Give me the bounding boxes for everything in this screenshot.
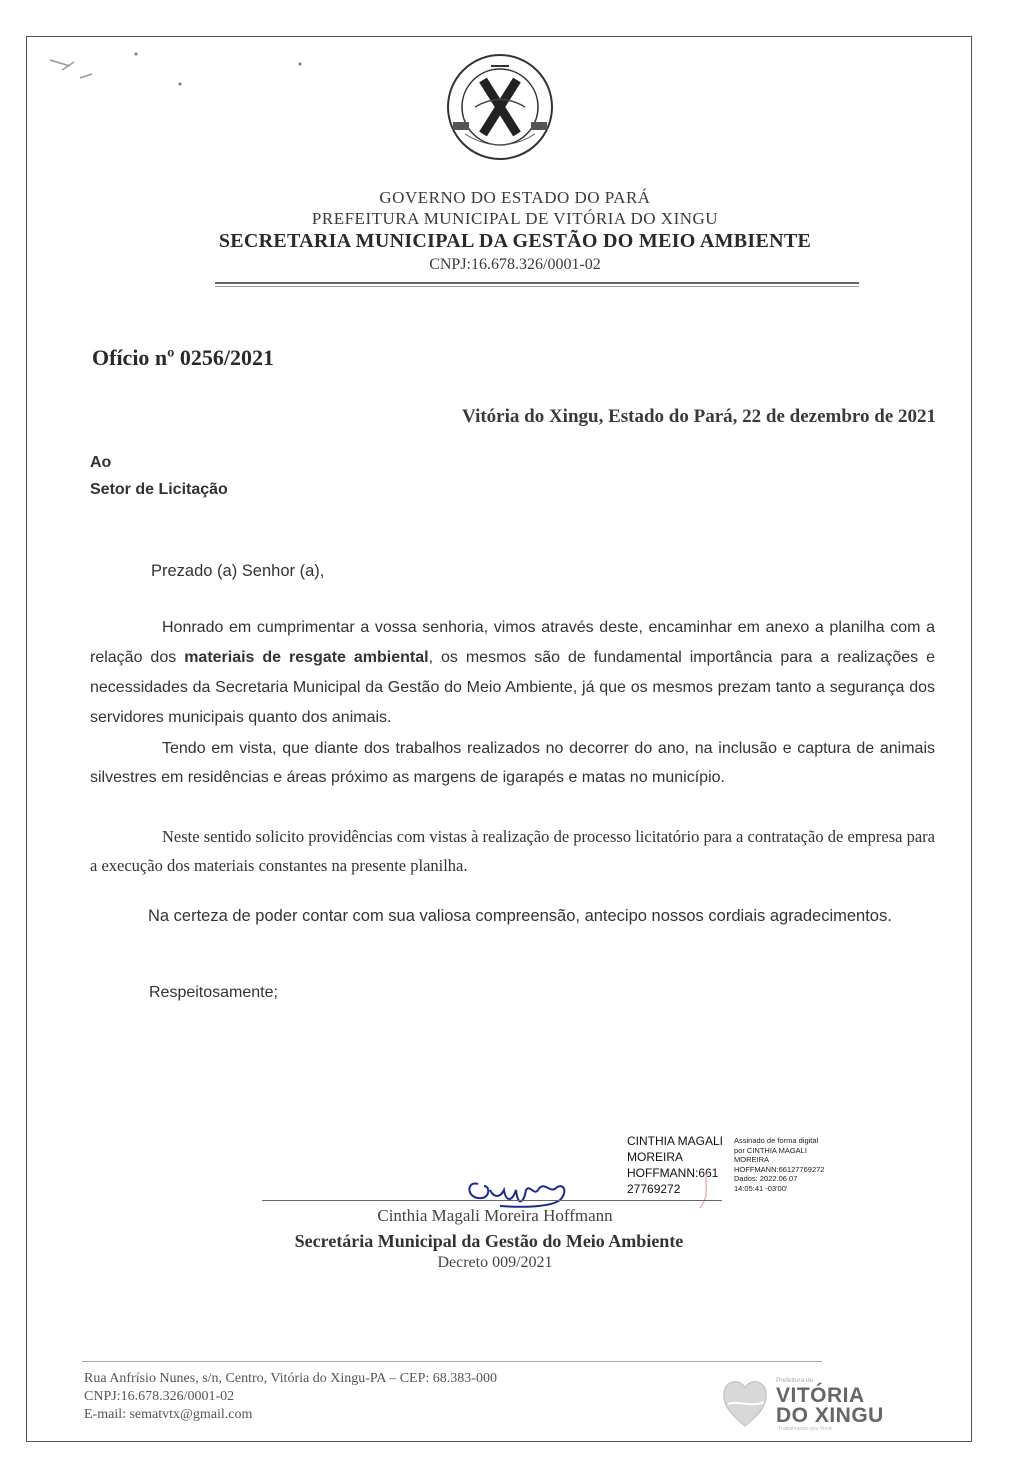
municipal-crest-emblem <box>445 52 555 162</box>
header-divider <box>215 282 859 284</box>
footer-email: E-mail: sematvtx@gmail.com <box>84 1407 253 1422</box>
logo-wordmark <box>776 1386 884 1426</box>
digital-signature-signer-line: MOREIRA <box>627 1150 684 1164</box>
digital-signature-signer-line: HOFFMANN:661 <box>627 1166 719 1180</box>
paragraph-3: Neste sentido solicito providências com vistas à realização de processo licitatório para a contratação de empresa para a execução dos materiais constantes na presente planilha. <box>90 827 935 875</box>
government-name: GOVERNO DO ESTADO DO PARÁ <box>379 188 651 207</box>
footer-divider <box>82 1361 822 1362</box>
header-cnpj: CNPJ:16.678.326/0001-02 <box>429 256 601 273</box>
paragraph-1-end: , os mesmos são de fundamental importância para a realizações e necessidades da Secretaria Municipal da Gestão do Meio Ambiente, já que os mesmos prezam tanto a segurança dos servidores municipais quanto dos animais. <box>90 649 936 726</box>
digital-signature-detail-line: por CINTHIA MAGALI <box>734 1145 807 1155</box>
scan-specks <box>40 40 340 120</box>
paragraph-1-start: Honrado em cumprimentar a vossa senhoria, vimos através deste, encaminhar em anexo a planilha com a relação dos <box>90 619 935 666</box>
closing: Respeitosamente; <box>149 984 278 1001</box>
paragraph-1-emphasis: materiais de resgate ambiental <box>184 649 429 666</box>
secretariat-name: SECRETARIA MUNICIPAL DA GESTÃO DO MEIO AMBIENTE <box>218 230 812 252</box>
signer-name: Cinthia Magali Moreira Hoffmann <box>377 1206 613 1225</box>
digital-signature-detail-line: Dados: 2022.06.07 <box>734 1174 798 1183</box>
logo-line-2: DO XINGU <box>776 1404 884 1427</box>
place-date: Vitória do Xingu, Estado do Pará, 22 de dezembro de 2021 <box>462 406 936 427</box>
paragraph-1 <box>90 613 935 733</box>
digital-signature-mark <box>690 1170 720 1210</box>
recipient-department: Setor de Licitação <box>90 481 228 498</box>
digital-signature-detail-line: HOFFMANN:66127769272 <box>734 1164 825 1174</box>
paragraph-4: Na certeza de poder contar com sua valiosa compreensão, antecipo nossos cordiais agradecimentos. <box>148 907 892 925</box>
vitoria-do-xingu-logo-icon <box>720 1374 770 1428</box>
letter-number: Ofício nº 0256/2021 <box>92 345 275 370</box>
signature-line <box>262 1200 722 1201</box>
handwritten-signature <box>460 1162 580 1212</box>
header-divider-thin <box>215 286 859 287</box>
digital-signature-signer-line: CINTHIA MAGALI <box>627 1134 724 1148</box>
prefecture-name: PREFEITURA MUNICIPAL DE VITÓRIA DO XINGU <box>311 209 719 228</box>
greeting: Prezado (a) Senhor (a), <box>151 562 325 580</box>
logo-line-1: VITÓRIA <box>776 1384 865 1407</box>
paragraph-2: Tendo em vista, que diante dos trabalhos realizados no decorrer do ano, na inclusão e captura de animais silvestres em residências e áreas próximo as margens de igarapés e matas no município. <box>90 740 935 786</box>
digital-signature-detail-line: Assinado de forma digital <box>734 1136 819 1145</box>
recipient-prefix: Ao <box>90 454 112 471</box>
logo-prefix: Prefeitura de <box>776 1377 814 1384</box>
footer-address: Rua Anfrísio Nunes, s/n, Centro, Vitória do Xingu-PA – CEP: 68.383-000 <box>84 1371 497 1386</box>
signer-decree: Decreto 009/2021 <box>437 1254 553 1271</box>
digital-signature-detail-line: 14:05:41 -03'00' <box>734 1183 788 1193</box>
digital-signature-signer-line: 27769272 <box>627 1182 681 1196</box>
digital-signature-detail-line: MOREIRA <box>734 1155 770 1164</box>
logo-tagline: Trabalhando pra Você <box>778 1426 832 1432</box>
signer-role: Secretária Municipal da Gestão do Meio Ambiente <box>294 1231 684 1251</box>
digital-signature-details <box>734 1136 844 1193</box>
footer-cnpj: CNPJ:16.678.326/0001-02 <box>84 1389 235 1404</box>
